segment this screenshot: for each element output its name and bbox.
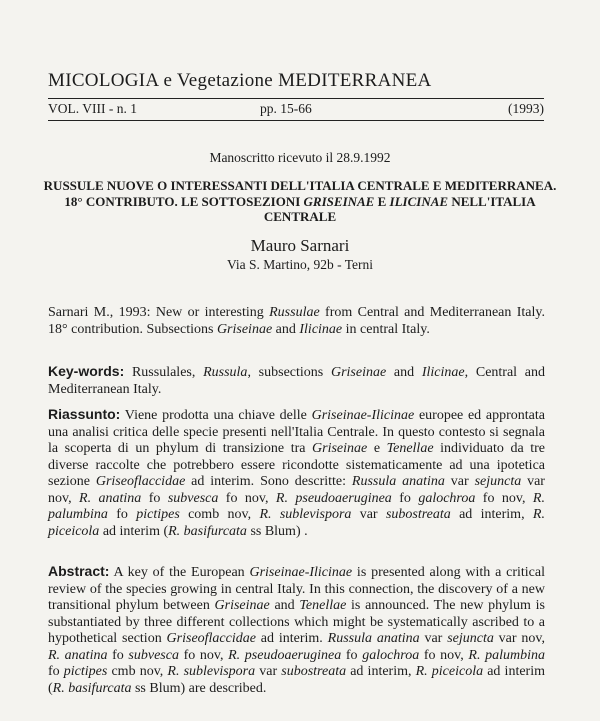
abstract-text: ad interim. <box>255 631 328 646</box>
riassunto-text: fo <box>107 507 137 522</box>
abstract-italic: subvesca <box>128 647 179 663</box>
riassunto-text: var <box>351 507 386 522</box>
article-title-mid: E <box>377 193 387 209</box>
citation-italic: Ilicinae <box>299 321 343 337</box>
abstract-text: A key of the European <box>109 565 250 580</box>
riassunto-italic: Russula anatina <box>351 474 445 489</box>
riassunto-text: ad interim ( <box>99 523 169 539</box>
riassunto-text: individuato da tre diverse raccolte che potrebbero essere ricondotte sistematicamente ad una ipotetica sezione <box>48 441 545 489</box>
abstract-italic: sejuncta <box>447 631 494 646</box>
issue-line <box>48 101 544 119</box>
riassunto-text: Viene prodotta una chiave delle <box>120 408 312 423</box>
abstract-italic: R. piceicola <box>415 664 484 679</box>
riassunto-italic: Griseinae-Ilicinae <box>311 408 415 423</box>
riassunto-italic: pictipes <box>136 507 180 522</box>
keywords-italic: Griseinae <box>330 365 387 380</box>
abstract-text: fo nov, <box>419 647 469 663</box>
abstract-text: fo <box>107 647 129 663</box>
riassunto-text: fo nov, <box>475 490 533 506</box>
riassunto-italic: sejuncta <box>474 474 522 489</box>
keywords-italic: Russula <box>203 365 248 380</box>
abstract-italic: Russula anatina <box>327 631 420 646</box>
abstract-italic: Griseinae <box>214 598 270 613</box>
riassunto-text: ad interim. Sono descritte: <box>185 474 352 489</box>
riassunto-italic: galochroa <box>418 490 476 506</box>
abstract-text: fo nov, <box>178 647 229 663</box>
riassunto-italic: subostreata <box>385 507 451 522</box>
riassunto-italic: Tenellae <box>386 441 434 456</box>
keywords-text: , subsections <box>247 365 331 380</box>
citation-paragraph <box>48 305 545 338</box>
riassunto-text: fo nov, <box>218 490 276 506</box>
author-address: Via S. Martino, 92b - Terni <box>226 257 374 272</box>
citation-text: and <box>272 321 300 337</box>
abstract-text: var nov, <box>493 631 545 646</box>
riassunto-italic: R. sublevispora <box>259 507 352 522</box>
publication-year: (1993) <box>508 101 544 116</box>
abstract-italic: galochroa <box>362 647 420 663</box>
riassunto-italic: R. palumbina <box>48 490 545 522</box>
citation-italic: Griseinae <box>216 321 273 337</box>
abstract-text: var <box>255 664 282 679</box>
abstract-paragraph <box>48 563 545 697</box>
citation-text: from Central and Mediterranean Italy. 18° contribution. Subsections <box>48 305 545 337</box>
abstract-italic: R. pseudoaeruginea <box>228 647 342 663</box>
abstract-text: ad interim, <box>346 664 416 679</box>
abstract-italic: R. palumbina <box>468 647 545 663</box>
abstract-text: fo <box>48 664 64 679</box>
riassunto-italic: subvesca <box>167 490 219 506</box>
riassunto-italic: R. pseudoaeruginea <box>275 490 392 506</box>
abstract-text: is announced. The new phylum is substantiated by three different collections which might be systematically ascribed to a hypothetical section <box>48 598 545 646</box>
manuscript-received: Manoscritto ricevuto il 28.9.1992 <box>209 150 391 165</box>
author-name: Mauro Sarnari <box>250 236 350 255</box>
article-title-line1: RUSSULE NUOVE O INTERESSANTI DELL'ITALIA CENTRALE E MEDITERRANEA. 18° CONTRIBUTO. LE SOTTOSEZIONI <box>43 178 557 209</box>
abstract-italic: subostreata <box>281 664 347 679</box>
riassunto-text: ss Blum) . <box>246 523 308 539</box>
abstract-text: ss Blum) are described. <box>131 680 267 696</box>
abstract-text: is presented along with a critical review of the species growing in central Italy. In this connection, the discovery of a new transitional phylum between <box>48 565 545 613</box>
abstract-italic: R. sublevispora <box>167 664 256 679</box>
riassunto-italic: R. anatina <box>79 490 142 506</box>
keywords-text: , Central and Mediterranean Italy. <box>48 365 546 397</box>
abstract-label: Abstract: <box>48 563 110 579</box>
journal-title-rest: Vegetazione MEDITERRANEA <box>176 70 432 91</box>
riassunto-text: fo <box>391 490 419 506</box>
citation-italic: Russulae <box>269 305 320 320</box>
abstract-italic: Tenellae <box>299 598 347 613</box>
abstract-italic: Griseoflaccidae <box>166 631 256 646</box>
keywords-italic: Ilicinae <box>421 365 465 380</box>
header-rule-bottom <box>48 120 544 121</box>
riassunto-italic: R. piceicola <box>48 507 545 539</box>
abstract-text: ad interim ( <box>48 664 545 696</box>
riassunto-paragraph <box>48 406 545 540</box>
header-rule-top <box>48 98 544 99</box>
journal-title-connector: e <box>163 70 173 91</box>
keywords-label: Key-words: <box>48 363 125 379</box>
keywords-text: Russulales, <box>124 365 204 380</box>
citation-text: in central Italy. <box>342 321 430 337</box>
page-range: pp. 15-66 <box>260 101 312 116</box>
riassunto-label: Riassunto: <box>48 406 121 422</box>
riassunto-text: var nov, <box>48 474 545 506</box>
article-title-italic1: GRISEINAE <box>303 193 375 209</box>
riassunto-italic: R. basifurcata <box>168 523 247 539</box>
abstract-italic: pictipes <box>63 664 108 679</box>
riassunto-text: fo <box>141 490 168 506</box>
keywords-paragraph <box>48 363 545 398</box>
citation-text: Sarnari M., 1993: New or interesting <box>48 305 270 320</box>
abstract-italic: R. anatina <box>48 647 108 663</box>
article-title-italic2: ILICINAE <box>389 193 449 209</box>
riassunto-text: comb nov, <box>179 507 260 522</box>
abstract-text: var <box>419 631 448 646</box>
volume-number: VOL. VIII - n. 1 <box>48 101 137 116</box>
riassunto-text: europee ed approntata una analisi critica delle specie presenti nell'Italia Centrale. In questo contesto si segnala la scoperta di un phylum di transizione tra <box>48 408 545 456</box>
journal-title-main: MICOLOGIA <box>48 70 159 91</box>
riassunto-text: var <box>444 474 475 489</box>
journal-title <box>48 70 432 92</box>
article-title <box>40 178 560 225</box>
abstract-italic: R. basifurcata <box>52 680 132 696</box>
riassunto-italic: Griseoflaccidae <box>95 474 186 489</box>
keywords-text: and <box>386 365 422 380</box>
riassunto-italic: Griseinae <box>312 441 368 456</box>
abstract-text: fo <box>341 647 363 663</box>
abstract-text: cmb nov, <box>107 664 168 679</box>
riassunto-text: e <box>367 441 387 456</box>
abstract-italic: Griseinae-Ilicinae <box>249 565 353 580</box>
riassunto-text: ad interim, <box>450 507 533 522</box>
article-title-end: NELL'ITALIA CENTRALE <box>263 193 536 224</box>
abstract-text: and <box>269 598 300 613</box>
